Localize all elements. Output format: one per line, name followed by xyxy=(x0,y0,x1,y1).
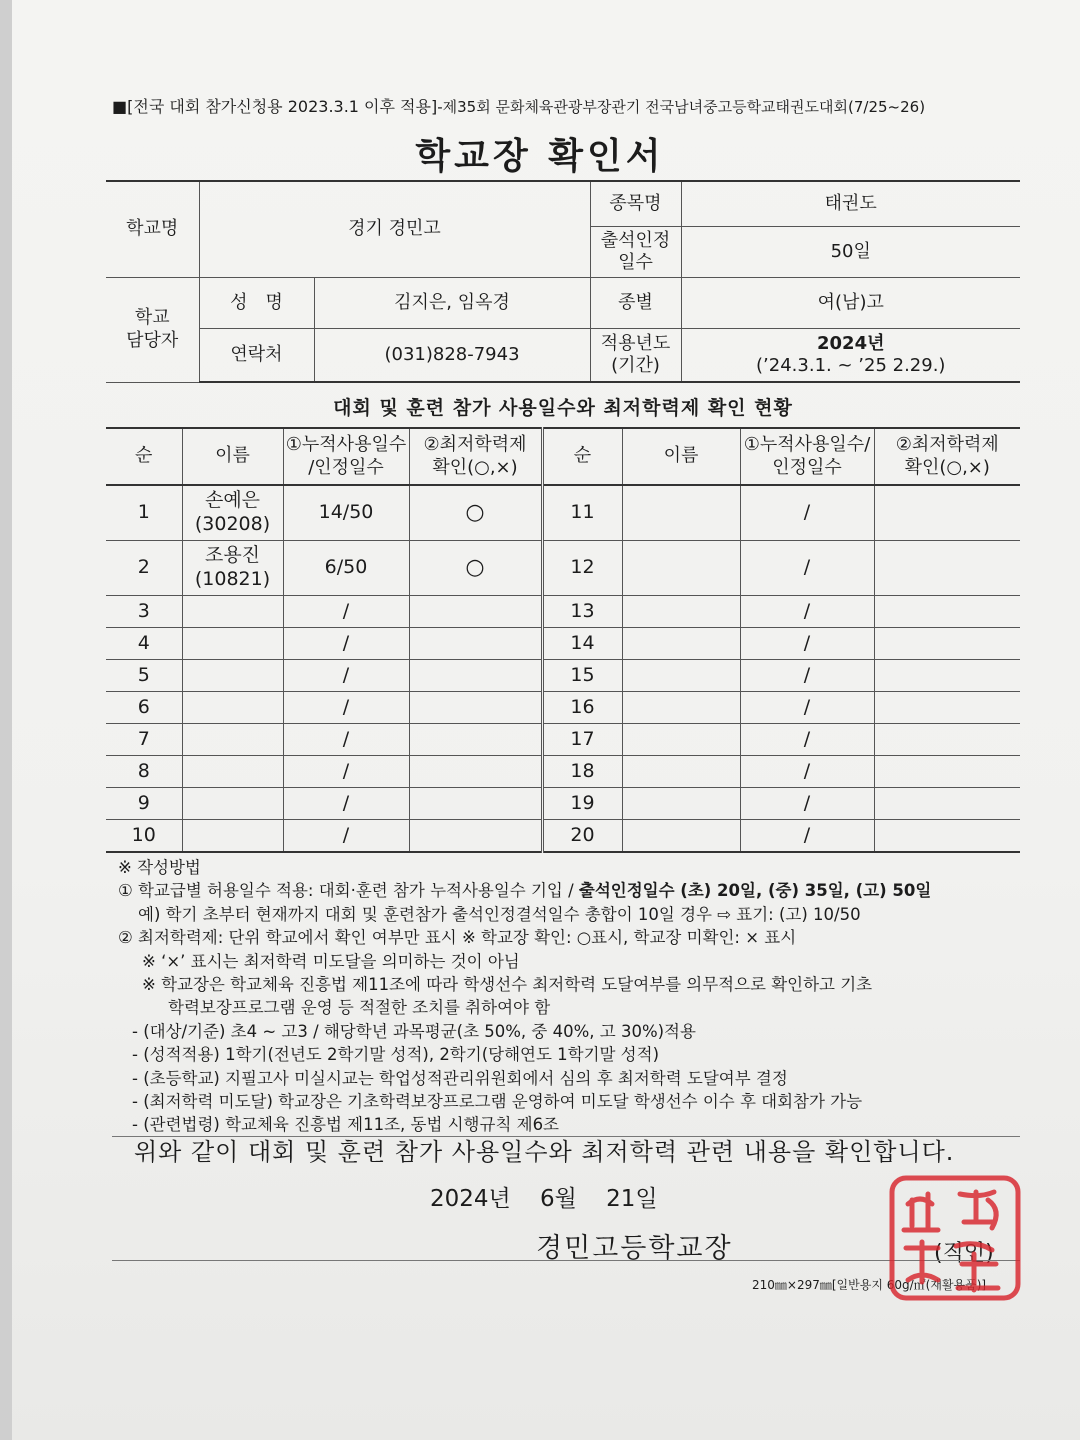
year-cell xyxy=(681,329,1020,383)
row-number-right: 17 xyxy=(542,724,622,756)
instructions xyxy=(118,856,1028,1137)
attendance-value: 50일 xyxy=(681,227,1020,278)
usage-days: / xyxy=(283,628,409,660)
min-grade-check xyxy=(409,628,542,660)
student-name-right xyxy=(622,485,740,541)
usage-days: / xyxy=(283,660,409,692)
min-grade-check-right xyxy=(874,660,1020,692)
min-grade-check-right xyxy=(874,485,1020,541)
student-name: 손예은 (30208) xyxy=(182,485,283,541)
table-row xyxy=(106,628,1020,660)
usage-days-right: / xyxy=(740,541,874,596)
event-name: -제35회 문화체육관광부장관기 전국남녀중고등학교태권도대회(7/25~26) xyxy=(437,98,926,116)
instruction-note-2a: ※ 학교장은 학교체육 진흥법 제11조에 따라 학생선수 최저학력 도달여부를 의무적으로 확인하고 기초 xyxy=(142,975,873,995)
student-name-right xyxy=(622,724,740,756)
usage-days: / xyxy=(283,724,409,756)
student-name xyxy=(182,692,283,724)
confirmation-statement: 위와 같이 대회 및 훈련 참가 사용일수와 최저학력 관련 내용을 확인합니다. xyxy=(134,1138,955,1166)
instruction-item-1-bold: 출석인정일수 (초) 20일, (중) 35일, (고) 50일 xyxy=(578,881,932,901)
issue-date: 2024년 6월 21일 xyxy=(430,1186,658,1212)
min-grade-check xyxy=(409,724,542,756)
instruction-note-2b: 학력보장프로그램 운영 등 적절한 조치를 취하여야 함 xyxy=(168,998,551,1018)
usage-days-right: / xyxy=(740,788,874,820)
min-grade-check xyxy=(409,820,542,853)
usage-days-right: / xyxy=(740,596,874,628)
min-grade-check: ○ xyxy=(409,485,542,541)
row-number-right: 18 xyxy=(542,756,622,788)
row-number: 8 xyxy=(106,756,182,788)
col-header-name: 이름 xyxy=(182,428,283,485)
row-number-right: 13 xyxy=(542,596,622,628)
usage-days-right: / xyxy=(740,756,874,788)
instruction-note-1: ※ ‘×’ 표시는 최저학력 미도달을 의미하는 것이 아님 xyxy=(142,951,520,971)
table-row xyxy=(106,788,1020,820)
form-header xyxy=(112,94,925,117)
min-grade-check-right xyxy=(874,788,1020,820)
min-grade-check xyxy=(409,660,542,692)
row-number: 3 xyxy=(106,596,182,628)
row-number-right: 11 xyxy=(542,485,622,541)
student-name-right xyxy=(622,660,740,692)
paper-spec: 210㎜×297㎜[일반용지 60g/㎡(재활용품)] xyxy=(752,1278,987,1292)
table-row xyxy=(106,724,1020,756)
table-row xyxy=(106,692,1020,724)
min-grade-check xyxy=(409,756,542,788)
usage-days: / xyxy=(283,820,409,853)
year-period: (’24.3.1. ~ ’25 2.29.) xyxy=(756,355,946,376)
year-value: 2024년 xyxy=(817,332,885,354)
student-name xyxy=(182,756,283,788)
usage-days-right: / xyxy=(740,628,874,660)
student-name xyxy=(182,788,283,820)
student-name-right xyxy=(622,692,740,724)
table-row xyxy=(106,485,1020,541)
min-grade-check-right xyxy=(874,628,1020,660)
school-value: 경기 경민고 xyxy=(199,181,590,278)
min-grade-check-right xyxy=(874,820,1020,853)
table-row xyxy=(106,756,1020,788)
usage-days-right: / xyxy=(740,692,874,724)
col-header-min-grade: ②최저학력제 확인(○,×) xyxy=(409,428,542,485)
min-grade-check-right xyxy=(874,756,1020,788)
table-row xyxy=(106,596,1020,628)
student-name-right xyxy=(622,788,740,820)
principal-title: 경민고등학교장 xyxy=(536,1233,733,1264)
col-header-no-right: 순 xyxy=(542,428,622,485)
row-number-right: 16 xyxy=(542,692,622,724)
usage-days: / xyxy=(283,756,409,788)
name-label: 성 명 xyxy=(199,278,314,329)
student-name-right xyxy=(622,756,740,788)
student-name xyxy=(182,596,283,628)
student-name xyxy=(182,724,283,756)
row-number-right: 12 xyxy=(542,541,622,596)
usage-days-right: / xyxy=(740,724,874,756)
name-value: 김지은, 임옥경 xyxy=(314,278,590,329)
section-title: 대회 및 훈련 참가 사용일수와 최저학력제 확인 현황 xyxy=(333,397,793,419)
usage-days: / xyxy=(283,692,409,724)
col-header-name-right: 이름 xyxy=(622,428,740,485)
seal-placeholder: (직인) xyxy=(934,1241,994,1266)
sport-label: 종목명 xyxy=(590,181,681,227)
row-number: 2 xyxy=(106,541,182,596)
student-name: 조용진 (10821) xyxy=(182,541,283,596)
row-number: 4 xyxy=(106,628,182,660)
usage-days: 14/50 xyxy=(283,485,409,541)
student-name-right xyxy=(622,820,740,853)
min-grade-check xyxy=(409,596,542,628)
usage-days: / xyxy=(283,596,409,628)
attendance-label: 출석인정 일수 xyxy=(590,227,681,278)
type-label: 종별 xyxy=(590,278,681,329)
row-number: 5 xyxy=(106,660,182,692)
col-header-min-grade-right: ②최저학력제 확인(○,×) xyxy=(874,428,1020,485)
col-header-days: ①누적사용일수 /인정일수 xyxy=(283,428,409,485)
row-number: 1 xyxy=(106,485,182,541)
instructions-heading: ※ 작성방법 xyxy=(118,858,201,877)
school-label: 학교명 xyxy=(106,181,199,278)
usage-days-right: / xyxy=(740,485,874,541)
row-number: 9 xyxy=(106,788,182,820)
type-value: 여(남)고 xyxy=(681,278,1020,329)
instruction-detail-3: - (초등학교) 지필고사 미실시교는 학업성적관리위원회에서 심의 후 최저학력 도달여부 결정 xyxy=(132,1068,788,1088)
page-title: 학교장 확인서 xyxy=(415,136,665,177)
row-number: 7 xyxy=(106,724,182,756)
student-name xyxy=(182,628,283,660)
col-header-no: 순 xyxy=(106,428,182,485)
official-seal-icon xyxy=(884,1170,1026,1306)
student-name-right xyxy=(622,628,740,660)
min-grade-check-right xyxy=(874,596,1020,628)
min-grade-check: ○ xyxy=(409,541,542,596)
row-number: 6 xyxy=(106,692,182,724)
row-number: 10 xyxy=(106,820,182,853)
instruction-detail-4: - (최저학력 미도달) 학교장은 기초학력보장프로그램 운영하여 미도달 학생선수 이수 후 대회참가 가능 xyxy=(132,1092,863,1112)
usage-table-body xyxy=(106,485,1020,852)
student-name-right xyxy=(622,596,740,628)
usage-table xyxy=(106,427,1020,853)
min-grade-check-right xyxy=(874,692,1020,724)
row-number-right: 19 xyxy=(542,788,622,820)
usage-days: 6/50 xyxy=(283,541,409,596)
form-tag: ■[전국 대회 참가신청용 2023.3.1 이후 적용] xyxy=(112,97,438,116)
student-name xyxy=(182,820,283,853)
student-name-right xyxy=(622,541,740,596)
info-table xyxy=(106,180,1020,383)
sport-value: 태권도 xyxy=(681,181,1020,227)
table-row xyxy=(106,541,1020,596)
min-grade-check xyxy=(409,788,542,820)
year-label: 적용년도 (기간) xyxy=(590,329,681,383)
table-row xyxy=(106,660,1020,692)
instruction-detail-2: - (성적적용) 1학기(전년도 2학기말 성적), 2학기(당해연도 1학기말 성적) xyxy=(132,1045,660,1065)
row-number-right: 14 xyxy=(542,628,622,660)
student-name xyxy=(182,660,283,692)
col-header-days-right: ①누적사용일수/ 인정일수 xyxy=(740,428,874,485)
instruction-example: 예) 학기 초부터 현재까지 대회 및 훈련참가 출석인정결석일수 총합이 10일 경우 ⇨ 표기: (고) 10/50 xyxy=(138,904,861,924)
min-grade-check-right xyxy=(874,541,1020,596)
min-grade-check-right xyxy=(874,724,1020,756)
min-grade-check xyxy=(409,692,542,724)
instruction-detail-1: - (대상/기준) 초4 ~ 고3 / 해당학년 과목평균(초 50%, 중 40%, 고 30%)적용 xyxy=(132,1021,696,1041)
row-number-right: 20 xyxy=(542,820,622,853)
usage-days: / xyxy=(283,788,409,820)
instruction-item-2: ② 최저학력제: 단위 학교에서 확인 여부만 표시 ※ 학교장 확인: ○표시, 학교장 미확인: × 표시 xyxy=(118,928,797,948)
contact-value: (031)828-7943 xyxy=(314,329,590,383)
manager-label: 학교 담당자 xyxy=(106,278,199,383)
usage-days-right: / xyxy=(740,820,874,853)
row-number-right: 15 xyxy=(542,660,622,692)
instruction-item-1 xyxy=(118,879,1028,902)
table-row xyxy=(106,820,1020,853)
instruction-item-1-text: ① 학교급별 허용일수 적용: 대회·훈련 참가 누적사용일수 기입 / xyxy=(118,881,579,901)
instruction-detail-5: - (관련법령) 학교체육 진흥법 제11조, 동법 시행규칙 제6조 xyxy=(132,1115,559,1135)
contact-label: 연락처 xyxy=(199,329,314,383)
usage-days-right: / xyxy=(740,660,874,692)
